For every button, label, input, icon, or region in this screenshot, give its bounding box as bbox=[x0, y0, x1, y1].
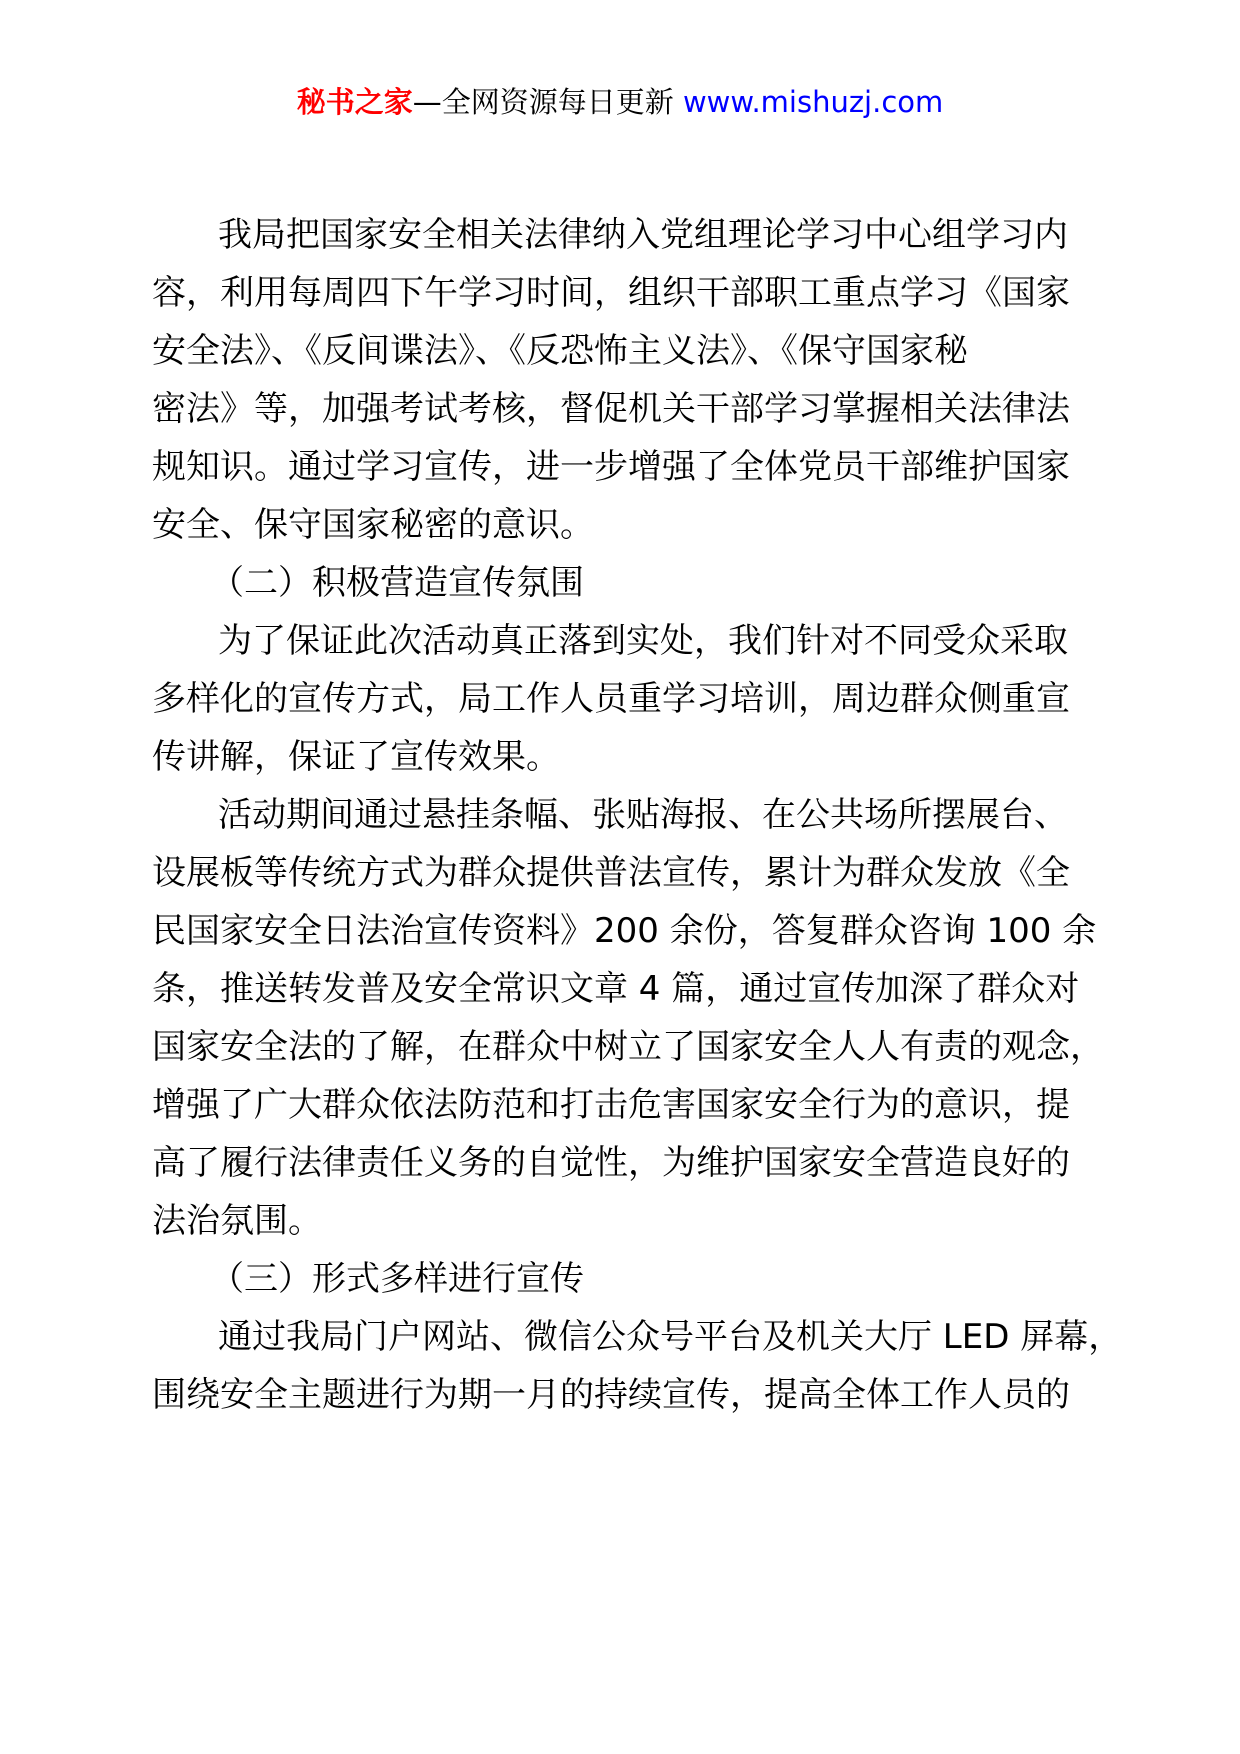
body-line: 条，推送转发普及安全常识文章 4 篇，通过宣传加深了群众对 bbox=[152, 969, 1080, 1009]
body-line: 高了履行法律责任义务的自觉性，为维护国家安全营造良好的 bbox=[152, 1143, 1070, 1183]
body-line: 规知识。通过学习宣传，进一步增强了全体党员干部维护国家 bbox=[152, 447, 1070, 487]
body-line: 设展板等传统方式为群众提供普法宣传，累计为群众发放《全 bbox=[152, 853, 1070, 893]
body-line: 国家安全法的了解，在群众中树立了国家安全人人有责的观念， bbox=[152, 1027, 1104, 1067]
body-line: 容，利用每周四下午学习时间，组织干部职工重点学习《国家 bbox=[152, 273, 1070, 313]
body-line: 围绕安全主题进行为期一月的持续宣传，提高全体工作人员的 bbox=[152, 1375, 1070, 1415]
body-line: 活动期间通过悬挂条幅、张贴海报、在公共场所摆展台、 bbox=[218, 795, 1068, 835]
body-line: 为了保证此次活动真正落到实处，我们针对不同受众采取 bbox=[218, 621, 1068, 661]
header-tagline: —全网资源每日更新 bbox=[412, 85, 683, 119]
section-heading: （二）积极营造宣传氛围 bbox=[210, 563, 584, 603]
body-line: 密法》等，加强考试考核，督促机关干部学习掌握相关法律法 bbox=[152, 389, 1070, 429]
body-line: 安全法》、《反间谍法》、《反恐怖主义法》、《保守国家秘 bbox=[152, 331, 968, 371]
body-line: 多样化的宣传方式，局工作人员重学习培训，周边群众侧重宣 bbox=[152, 679, 1070, 719]
body-line: 传讲解，保证了宣传效果。 bbox=[152, 737, 560, 777]
body-line: 安全、保守国家秘密的意识。 bbox=[152, 505, 594, 545]
brand-name: 秘书之家 bbox=[296, 85, 413, 119]
body-line: 我局把国家安全相关法律纳入党组理论学习中心组学习内 bbox=[218, 215, 1068, 255]
section-heading: （三）形式多样进行宣传 bbox=[210, 1259, 584, 1299]
body-line: 法治氛围。 bbox=[152, 1201, 322, 1241]
body-line: 增强了广大群众依法防范和打击危害国家安全行为的意识，提 bbox=[152, 1085, 1070, 1125]
document-body bbox=[0, 206, 1240, 1424]
body-line: 民国家安全日法治宣传资料》200 余份，答复群众咨询 100 余 bbox=[152, 911, 1097, 951]
page-header bbox=[0, 80, 1240, 124]
site-url-link[interactable]: www.mishuzj.com bbox=[682, 85, 944, 119]
body-line: 通过我局门户网站、微信公众号平台及机关大厅 LED 屏幕， bbox=[218, 1317, 1123, 1357]
